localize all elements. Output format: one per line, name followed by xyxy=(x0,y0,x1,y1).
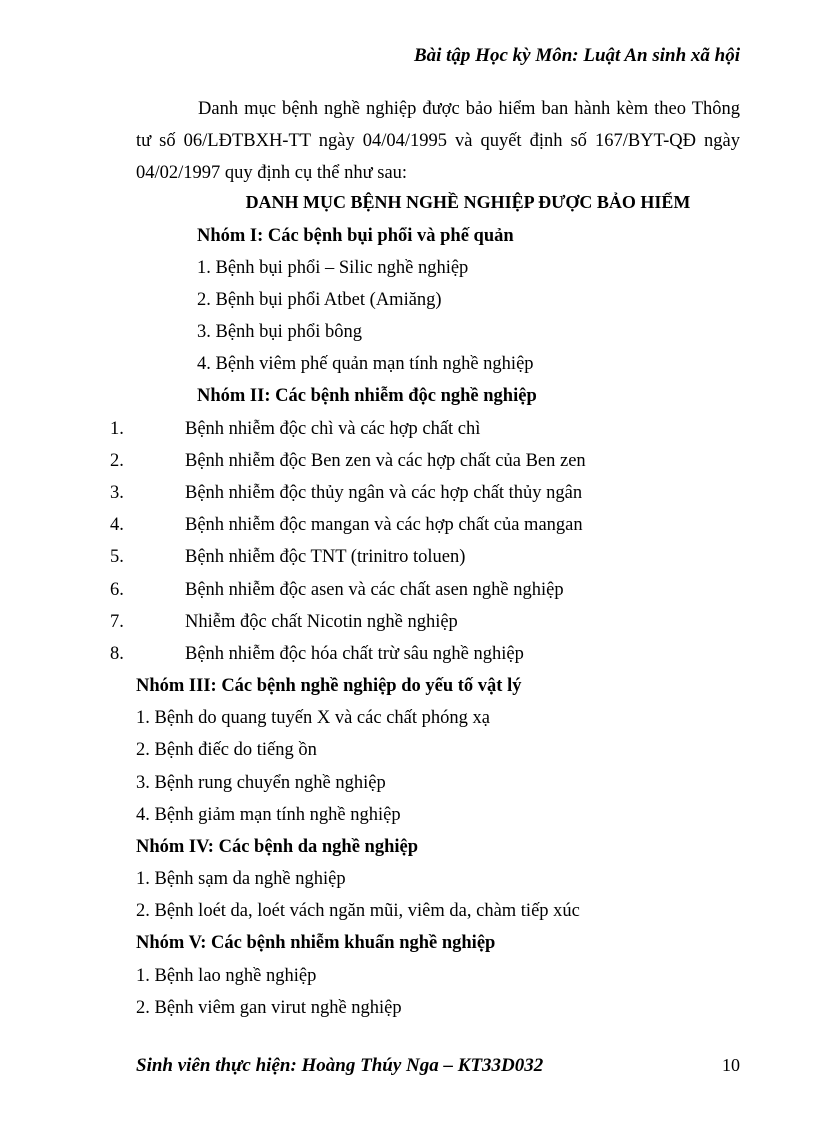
group-1-item: 1. Bệnh bụi phổi – Silic nghề nghiệp xyxy=(197,258,469,278)
group-2-item-text: Bệnh nhiễm độc TNT (trinitro toluen) xyxy=(185,547,466,567)
group-2-item-number: 3. xyxy=(110,483,124,503)
group-1-item: 4. Bệnh viêm phế quản mạn tính nghề nghiệp xyxy=(197,354,534,374)
group-4-item: 1. Bệnh sạm da nghề nghiệp xyxy=(136,869,346,889)
group-5-item: 2. Bệnh viêm gan virut nghề nghiệp xyxy=(136,998,402,1018)
group-2-item-text: Bệnh nhiễm độc asen và các chất asen nghề nghiệp xyxy=(185,580,564,600)
group-3-item: 2. Bệnh điếc do tiếng ồn xyxy=(136,740,317,760)
group-1-item: 2. Bệnh bụi phổi Atbet (Amiăng) xyxy=(197,290,442,310)
group-2-item-number: 5. xyxy=(110,547,124,567)
group-4-item: 2. Bệnh loét da, loét vách ngăn mũi, viêm da, chàm tiếp xúc xyxy=(136,901,580,921)
group-2-item-text: Bệnh nhiễm độc hóa chất trừ sâu nghề nghiệp xyxy=(185,644,524,664)
group-3-heading: Nhóm III: Các bệnh nghề nghiệp do yếu tố vật lý xyxy=(136,676,522,696)
group-1-heading: Nhóm I: Các bệnh bụi phổi và phế quản xyxy=(197,226,514,246)
group-4-heading: Nhóm IV: Các bệnh da nghề nghiệp xyxy=(136,837,419,857)
list-title: DANH MỤC BỆNH NGHỀ NGHIỆP ĐƯỢC BẢO HIỂM xyxy=(245,192,691,212)
footer-author: Sinh viên thực hiện: Hoàng Thúy Nga – KT33D032 xyxy=(136,1055,544,1076)
group-2-item-text: Bệnh nhiễm độc chì và các hợp chất chì xyxy=(185,419,481,439)
group-2-item-text: Bệnh nhiễm độc mangan và các hợp chất của mangan xyxy=(185,515,583,535)
intro-paragraph: Danh mục bệnh nghề nghiệp được bảo hiểm ban hành kèm theo Thông tư số 06/LĐTBXH-TT ngày 04/04/1995 và quyết định số 167/BYT-QĐ ngày 04/02/1997 quy định cụ thể như sau: xyxy=(136,99,740,183)
group-2-item-text: Bệnh nhiễm độc Ben zen và các hợp chất của Ben zen xyxy=(185,451,586,471)
group-2-item-number: 1. xyxy=(110,419,124,439)
group-2-item-number: 4. xyxy=(110,515,124,535)
group-5-item: 1. Bệnh lao nghề nghiệp xyxy=(136,966,317,986)
group-2-item-number: 6. xyxy=(110,580,124,600)
group-2-item-text: Bệnh nhiễm độc thủy ngân và các hợp chất thủy ngân xyxy=(185,483,583,503)
running-header: Bài tập Học kỳ Môn: Luật An sinh xã hội xyxy=(413,45,740,66)
group-3-item: 3. Bệnh rung chuyển nghề nghiệp xyxy=(136,773,386,793)
group-5-heading: Nhóm V: Các bệnh nhiễm khuẩn nghề nghiệp xyxy=(136,933,496,953)
group-2-item-number: 8. xyxy=(110,644,124,664)
group-3-item: 1. Bệnh do quang tuyến X và các chất phóng xạ xyxy=(136,708,490,728)
group-3-item: 4. Bệnh giảm mạn tính nghề nghiệp xyxy=(136,805,401,825)
group-1-item: 3. Bệnh bụi phổi bông xyxy=(197,322,362,342)
group-2-heading: Nhóm II: Các bệnh nhiễm độc nghề nghiệp xyxy=(197,386,537,406)
group-2-item-number: 2. xyxy=(110,451,124,471)
group-2-item-number: 7. xyxy=(110,612,124,632)
page-number: 10 xyxy=(722,1055,740,1075)
group-2-item-text: Nhiễm độc chất Nicotin nghề nghiệp xyxy=(185,612,458,632)
